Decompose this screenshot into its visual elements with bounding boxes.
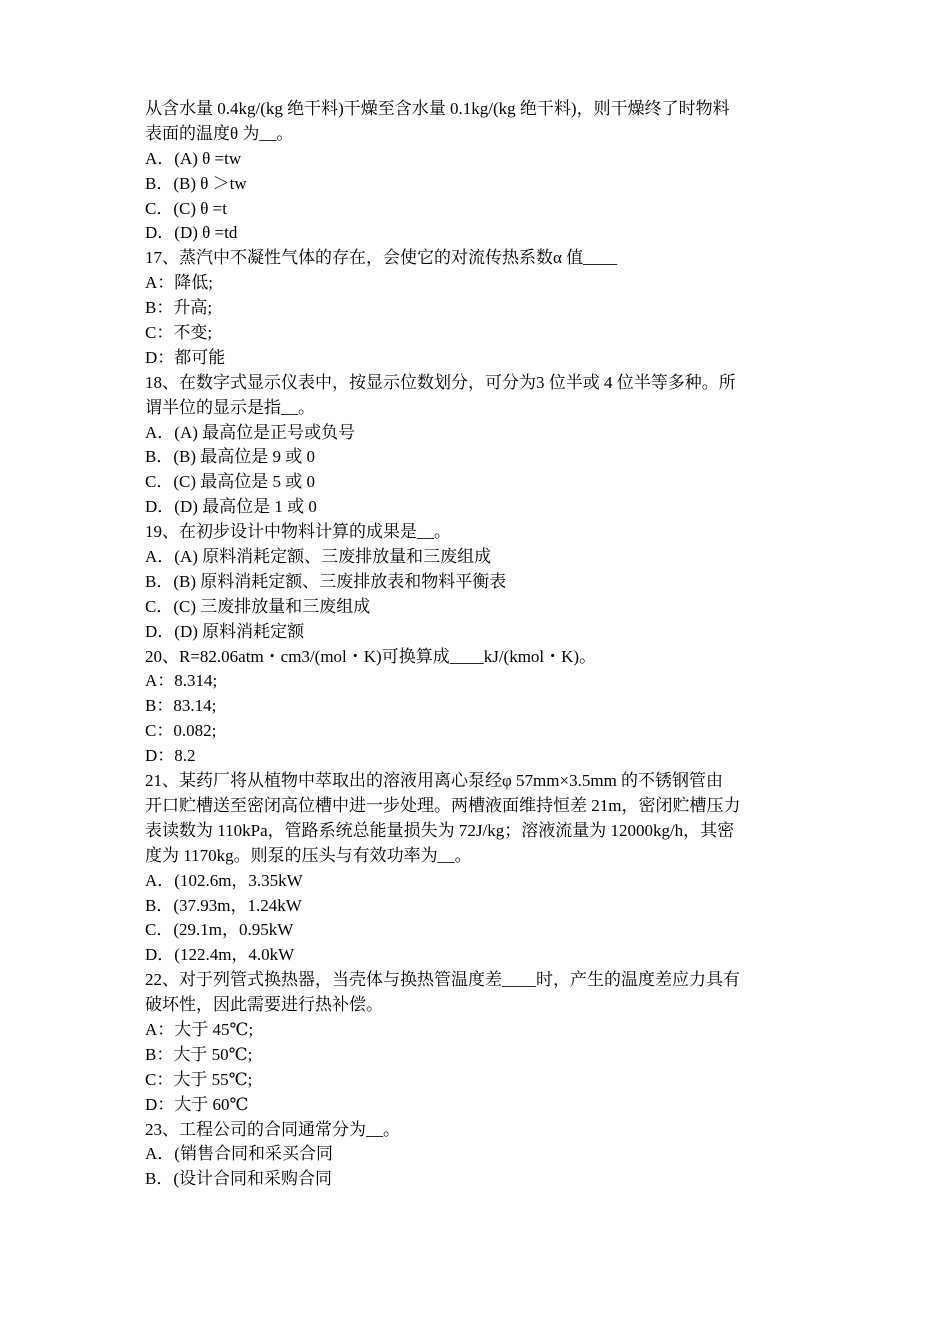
question-16-stem: 从含水量 0.4kg/(kg 绝干料)干燥至含水量 0.1kg/(kg 绝干料)，则干燥终了时物料 [145, 99, 730, 118]
question-18-stem: 谓半位的显示是指__。 [145, 397, 315, 417]
question-17-option-d: D：都可能 [145, 347, 226, 367]
question-21-option-d: D．(122.4m，4.0kW [145, 945, 295, 965]
question-20-option-d: D：8.2 [145, 746, 196, 766]
question-18-option-a: A．(A) 最高位是正号或负号 [145, 422, 356, 442]
question-18-option-b: B．(B) 最高位是 9 或 0 [145, 447, 315, 467]
question-20-option-c: C：0.082; [145, 721, 217, 741]
question-20-option-b: B：83.14; [145, 696, 217, 716]
question-23-option-b: B．(设计合同和采购合同 [145, 1169, 332, 1189]
question-19-option-b: B．(B) 原料消耗定额、三废排放表和物料平衡表 [145, 571, 507, 591]
question-20-option-a: A：8.314; [145, 671, 218, 691]
question-19-stem: 19、在初步设计中物料计算的成果是__。 [145, 522, 451, 542]
question-19-option-d: D．(D) 原料消耗定额 [145, 621, 305, 641]
question-21-stem: 开口贮槽送至密闭高位槽中进一步处理。两槽液面维持恒差 21m，密闭贮槽压力 [145, 795, 741, 815]
question-19-option-c: C．(C) 三废排放量和三废组成 [145, 596, 371, 616]
question-22-option-c: C：大于 55℃; [145, 1069, 253, 1089]
question-18-option-c: C．(C) 最高位是 5 或 0 [145, 472, 315, 492]
question-21-stem: 度为 1170kg。则泵的压头与有效功率为__。 [145, 845, 472, 865]
question-21-option-b: B．(37.93m，1.24kW [145, 895, 302, 915]
question-21-stem: 表读数为 110kPa，管路系统总能量损失为 72J/kg；溶液流量为 12000kg/h，其密 [145, 820, 735, 840]
question-21-option-a: A．(102.6m，3.35kW [145, 870, 303, 890]
question-16-option-b: B．(B) θ ＞tw [145, 173, 247, 193]
question-22-option-a: A：大于 45℃; [145, 1019, 254, 1039]
question-20-stem: 20、R=82.06atm・cm3/(mol・K)可换算成____kJ/(kmol・K)。 [145, 646, 597, 666]
document-body [145, 97, 810, 1192]
question-17-stem: 17、蒸汽中不凝性气体的存在，会使它的对流传热系数α 值____ [145, 248, 618, 268]
question-17-option-c: C：不变; [145, 323, 213, 343]
question-16-option-c: C．(C) θ =t [145, 198, 227, 218]
question-21-option-c: C．(29.1m，0.95kW [145, 920, 294, 940]
question-16-option-d: D．(D) θ =td [145, 223, 238, 243]
question-22-option-d: D：大于 60℃ [145, 1094, 249, 1114]
question-17-option-b: B：升高; [145, 298, 213, 318]
question-23-stem: 23、工程公司的合同通常分为__。 [145, 1119, 400, 1139]
question-22-stem: 22、对于列管式换热器，当壳体与换热管温度差____时，产生的温度差应力具有 [145, 970, 740, 990]
question-23-option-a: A．(销售合同和采买合同 [145, 1144, 333, 1164]
question-17-option-a: A：降低; [145, 273, 213, 293]
question-19-option-a: A．(A) 原料消耗定额、三废排放量和三废组成 [145, 547, 492, 567]
question-18-stem: 18、在数字式显示仪表中，按显示位数划分，可分为3 位半或 4 位半等多种。所 [145, 372, 736, 392]
question-18-option-d: D．(D) 最高位是 1 或 0 [145, 497, 317, 517]
question-21-stem: 21、某药厂将从植物中萃取出的溶液用离心泵经φ 57mm×3.5mm 的不锈钢管由 [145, 771, 724, 791]
question-22-option-b: B：大于 50℃; [145, 1044, 253, 1064]
question-22-stem: 破坏性，因此需要进行热补偿。 [145, 995, 383, 1015]
question-16-option-a: A．(A) θ =tw [145, 148, 242, 168]
question-16-stem: 表面的温度θ 为__。 [145, 123, 294, 143]
